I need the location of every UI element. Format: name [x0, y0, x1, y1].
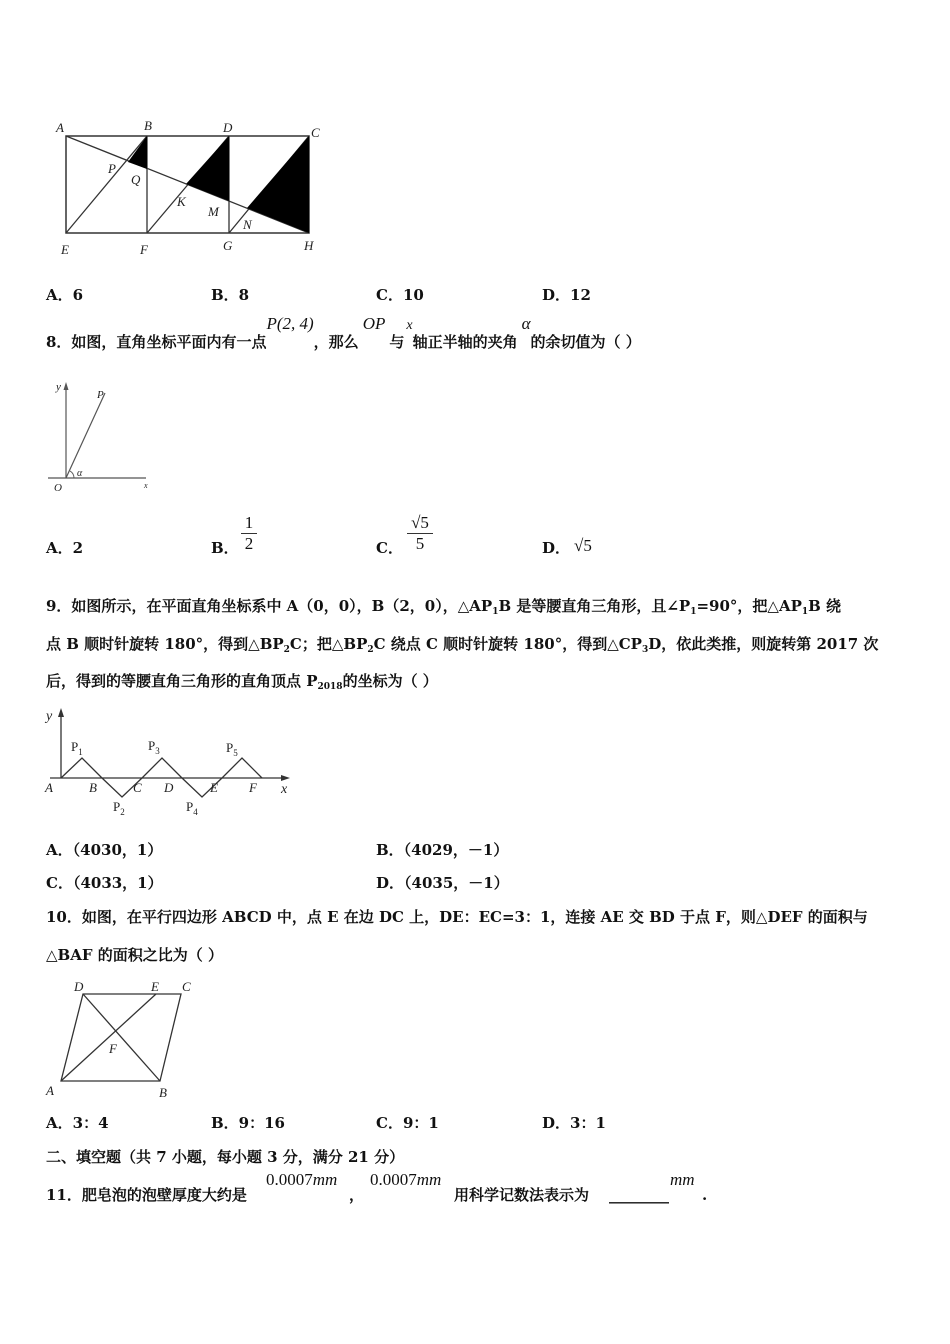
- svg-text:A: A: [46, 1083, 54, 1098]
- q9-option-b: B．（4029，－1）: [376, 841, 509, 859]
- q8-figure: [40, 378, 160, 498]
- svg-text:C: C: [133, 780, 142, 795]
- q10-option-b: B．9：16: [211, 1114, 285, 1132]
- q10-option-c: C．9：1: [376, 1114, 439, 1132]
- q9-stem-line3: 后，得到的等腰直角三角形的直角顶点 $P_{2018}$的坐标为（ ）: [46, 672, 438, 692]
- q10-option-d: D．3：1: [542, 1114, 606, 1132]
- q11-value2: 0.0007mm: [370, 1170, 442, 1189]
- q8-option-d-label: D．: [542, 539, 571, 557]
- q9-figure: [40, 702, 300, 824]
- q7-figure: [40, 115, 340, 260]
- fraction-numerator: 1: [244, 513, 254, 532]
- q10-figure: [40, 975, 210, 1103]
- svg-text:E: E: [210, 780, 218, 795]
- q9-option-c: C．（4033，1）: [46, 874, 163, 892]
- q8-option-a: A．2: [46, 539, 84, 557]
- q10-option-a: A．3：4: [46, 1114, 109, 1132]
- svg-text:F: F: [249, 780, 257, 795]
- svg-text:P: P: [97, 389, 104, 401]
- q10-stem-line2: △BAF 的面积之比为（ ）: [46, 946, 223, 964]
- q11-blank: ________: [609, 1186, 669, 1204]
- q8-option-b-label: B．: [211, 539, 239, 557]
- fraction-denominator: 2: [241, 533, 257, 554]
- q11-end: .: [702, 1186, 708, 1204]
- q8-option-b-fraction: [241, 513, 257, 554]
- svg-text:D: D: [223, 120, 233, 135]
- fraction-denominator: 5: [407, 533, 433, 554]
- q11-prefix: 11．肥皂泡的泡壁厚度大约是: [46, 1186, 247, 1204]
- fraction-numerator: √5: [411, 513, 429, 532]
- svg-text:M: M: [208, 204, 219, 219]
- svg-text:P4: $P_4$: [186, 799, 198, 817]
- svg-text:y: y: [46, 709, 53, 724]
- svg-text:G: G: [223, 238, 233, 253]
- q8-option-d-value: √5: [574, 536, 592, 555]
- svg-text:α: α: [77, 468, 83, 479]
- q8-option-c-label: C．: [376, 539, 403, 557]
- svg-text:P2: $P_2$: [113, 799, 125, 817]
- q9-option-d: D．（4035，－1）: [376, 874, 509, 892]
- q11-value1: 0.0007mm: [266, 1170, 338, 1189]
- svg-text:K: K: [177, 194, 186, 209]
- svg-text:D: D: [164, 780, 174, 795]
- q8-stem: 8．如图，直角坐标平面内有一点P(2, 4)，那么OP与x轴正半轴的夹角α的余切值为（ ）: [46, 314, 641, 351]
- q7-option-c: C．10: [376, 286, 424, 304]
- svg-text:D: D: [74, 979, 84, 994]
- section-heading: 二、填空题（共 7 小题，每小题 3 分，满分 21 分）: [46, 1148, 405, 1166]
- svg-text:P1: $P_1$: [71, 739, 83, 757]
- svg-text:O: O: [54, 482, 62, 494]
- svg-text:P5: $P_5$: [226, 740, 238, 758]
- q9-stem-line1: 9．如图所示，在平面直角坐标系中 A（0，0），B（2，0），$\triangle AP_1B$ 是等腰直角三角形，且$\angle P_1=90^\circ$，把$\triangle AP_1B$ 绕: [46, 597, 842, 617]
- svg-text:Q: Q: [131, 172, 141, 187]
- svg-text:E: E: [151, 979, 159, 994]
- svg-text:F: F: [140, 242, 148, 257]
- svg-text:F: F: [109, 1041, 117, 1056]
- svg-text:A: A: [45, 780, 53, 795]
- svg-text:N: N: [243, 217, 252, 232]
- q9-option-a: A．（4030，1）: [46, 841, 163, 859]
- q9-stem-line2: 点 B 顺时针旋转 180°，得到$\triangle BP_2C$；把$\triangle BP_2C$ 绕点 C 顺时针旋转 180°，得到$\triangle CP_3D$，依此类推，则旋转第 2017 次: [46, 635, 879, 655]
- svg-text:A: A: [56, 120, 64, 135]
- svg-text:B: B: [144, 118, 152, 133]
- svg-text:E: E: [61, 242, 69, 257]
- svg-text:P3: $P_3$: [148, 738, 160, 756]
- q11-mid: 用科学记数法表示为: [454, 1186, 590, 1204]
- svg-text:C: C: [311, 125, 320, 140]
- svg-text:y: y: [56, 381, 61, 393]
- svg-text:x: x: [281, 782, 288, 797]
- svg-text:x: x: [144, 481, 148, 490]
- q7-option-d: D．12: [542, 286, 591, 304]
- q8-option-c-fraction: [407, 513, 433, 554]
- svg-text:P: P: [108, 161, 116, 176]
- q7-option-a: A．6: [46, 286, 84, 304]
- svg-text:B: B: [89, 780, 97, 795]
- svg-text:B: B: [159, 1085, 167, 1100]
- q7-option-b: B．8: [211, 286, 250, 304]
- svg-text:H: H: [304, 238, 314, 253]
- svg-text:C: C: [182, 979, 191, 994]
- q11-comma: ，: [349, 1186, 365, 1204]
- q11-unit3: mm: [670, 1170, 695, 1189]
- q10-stem-line1: 10．如图，在平行四边形 ABCD 中，点 E 在边 DC 上，DE：EC=3：1，连接 AE 交 BD 于点 F，则△DEF 的面积与: [46, 908, 868, 926]
